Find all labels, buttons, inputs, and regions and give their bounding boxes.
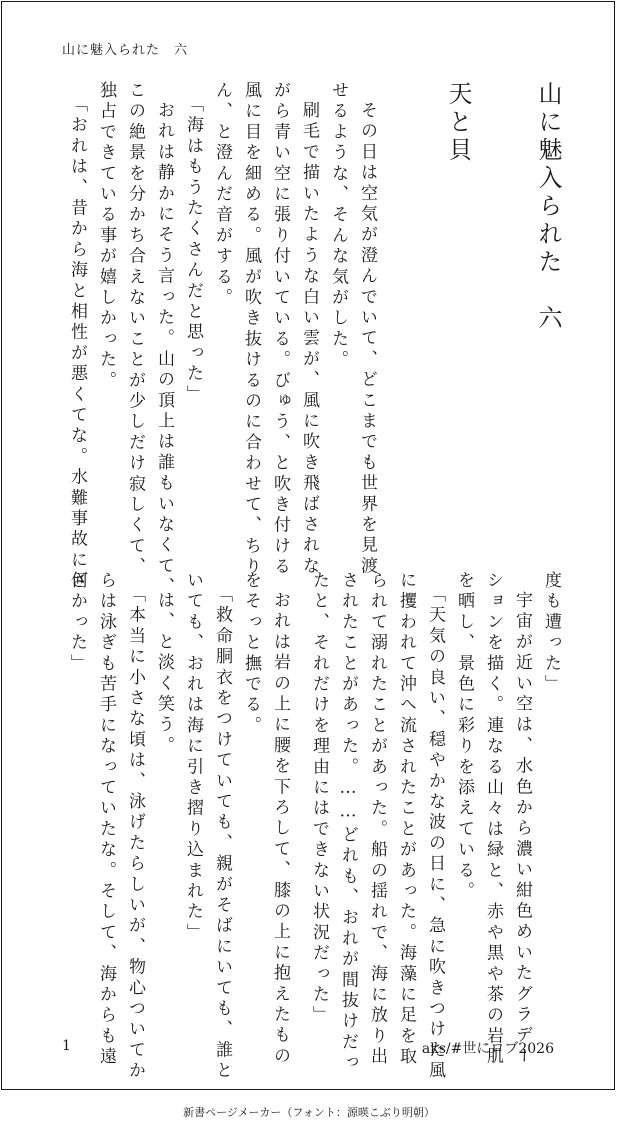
body-column: 「海はもうたくさんだと思った」 bbox=[183, 95, 203, 406]
book-page bbox=[1, 1, 615, 1090]
body-column: 刷毛で描いたような白い雲が、風に吹き飛ばされな bbox=[299, 101, 319, 578]
chapter-subtitle: 天と貝 bbox=[444, 81, 472, 165]
body-column: をそっと撫でる。 bbox=[241, 571, 261, 737]
body-column: られて溺れたことがあった。船の揺れで、海に放り出 bbox=[367, 571, 387, 1068]
body-column: を晒し、景色に彩りを添えている。 bbox=[454, 571, 474, 903]
page-number: 1 bbox=[62, 1038, 71, 1054]
body-column: 度も遭った」 bbox=[541, 571, 561, 696]
body-column: ざかった」 bbox=[67, 571, 87, 675]
body-column: その日は空気が澄んでいて、どこまでも世界を見渡 bbox=[357, 101, 377, 578]
body-column: 「本当に小さな頃は、泳げたらしいが、物心ついてか bbox=[125, 585, 145, 1082]
generator-note: 新書ページメーカー（フォント：源暎こぶり明朝） bbox=[183, 1106, 435, 1119]
body-column: この絶景を分かち合えないことが少しだけ寂しくて、 bbox=[125, 81, 145, 578]
body-column: がら青い空に張り付いている。びゅう、と吹き付ける bbox=[270, 81, 290, 578]
body-column: 風に目を細める。風が吹き抜けるのに合わせて、ちり bbox=[241, 81, 261, 578]
chapter-title: 山に魅入られた 六 bbox=[534, 81, 562, 333]
body-column: は、と淡く笑う。 bbox=[154, 591, 174, 757]
body-column: たと、それだけを理由にはできない状況だった」 bbox=[309, 571, 329, 1027]
body-column: 「おれは、昔から海と相性が悪くてな。水難事故に何 bbox=[67, 95, 87, 592]
author-credit: aks/#世にロブ2026 bbox=[421, 1041, 554, 1057]
body-column: 宇宙が近い空は、水色から濃い紺色めいたグラデー bbox=[512, 591, 532, 1068]
body-column: に攫われて沖へ流されたことがあった。海藻に足を取 bbox=[396, 571, 416, 1068]
body-column: されたことがあった。……どれも、おれが間抜けだっ bbox=[338, 571, 358, 1074]
body-column: 「救命胴衣をつけていても、親がそばにいても、誰と bbox=[212, 585, 232, 1082]
running-header: 山に魅入られた 六 bbox=[62, 43, 189, 58]
body-column: おれは静かにそう言った。山の頂上は誰もいなくて、 bbox=[154, 101, 174, 598]
body-column: 独占できている事が嬉しかった。 bbox=[96, 81, 116, 392]
body-column: 「天気の良い、穏やかな波の日に、急に吹きつけた風 bbox=[425, 585, 445, 1082]
body-column: せるような、そんな気がした。 bbox=[328, 81, 348, 371]
body-column: おれは岩の上に腰を下ろして、膝の上に抱えたもの bbox=[270, 591, 290, 1068]
body-column: らは泳ぎも苦手になっていたな。そして、海からも遠 bbox=[96, 571, 116, 1068]
body-column: いても、おれは海に引き摺り込まれた」 bbox=[183, 571, 203, 944]
body-column: ションを描く。連なる山々は緑と、赤や黒や茶の岩肌 bbox=[483, 571, 503, 1068]
body-column: ん、と澄んだ音がする。 bbox=[212, 81, 232, 309]
